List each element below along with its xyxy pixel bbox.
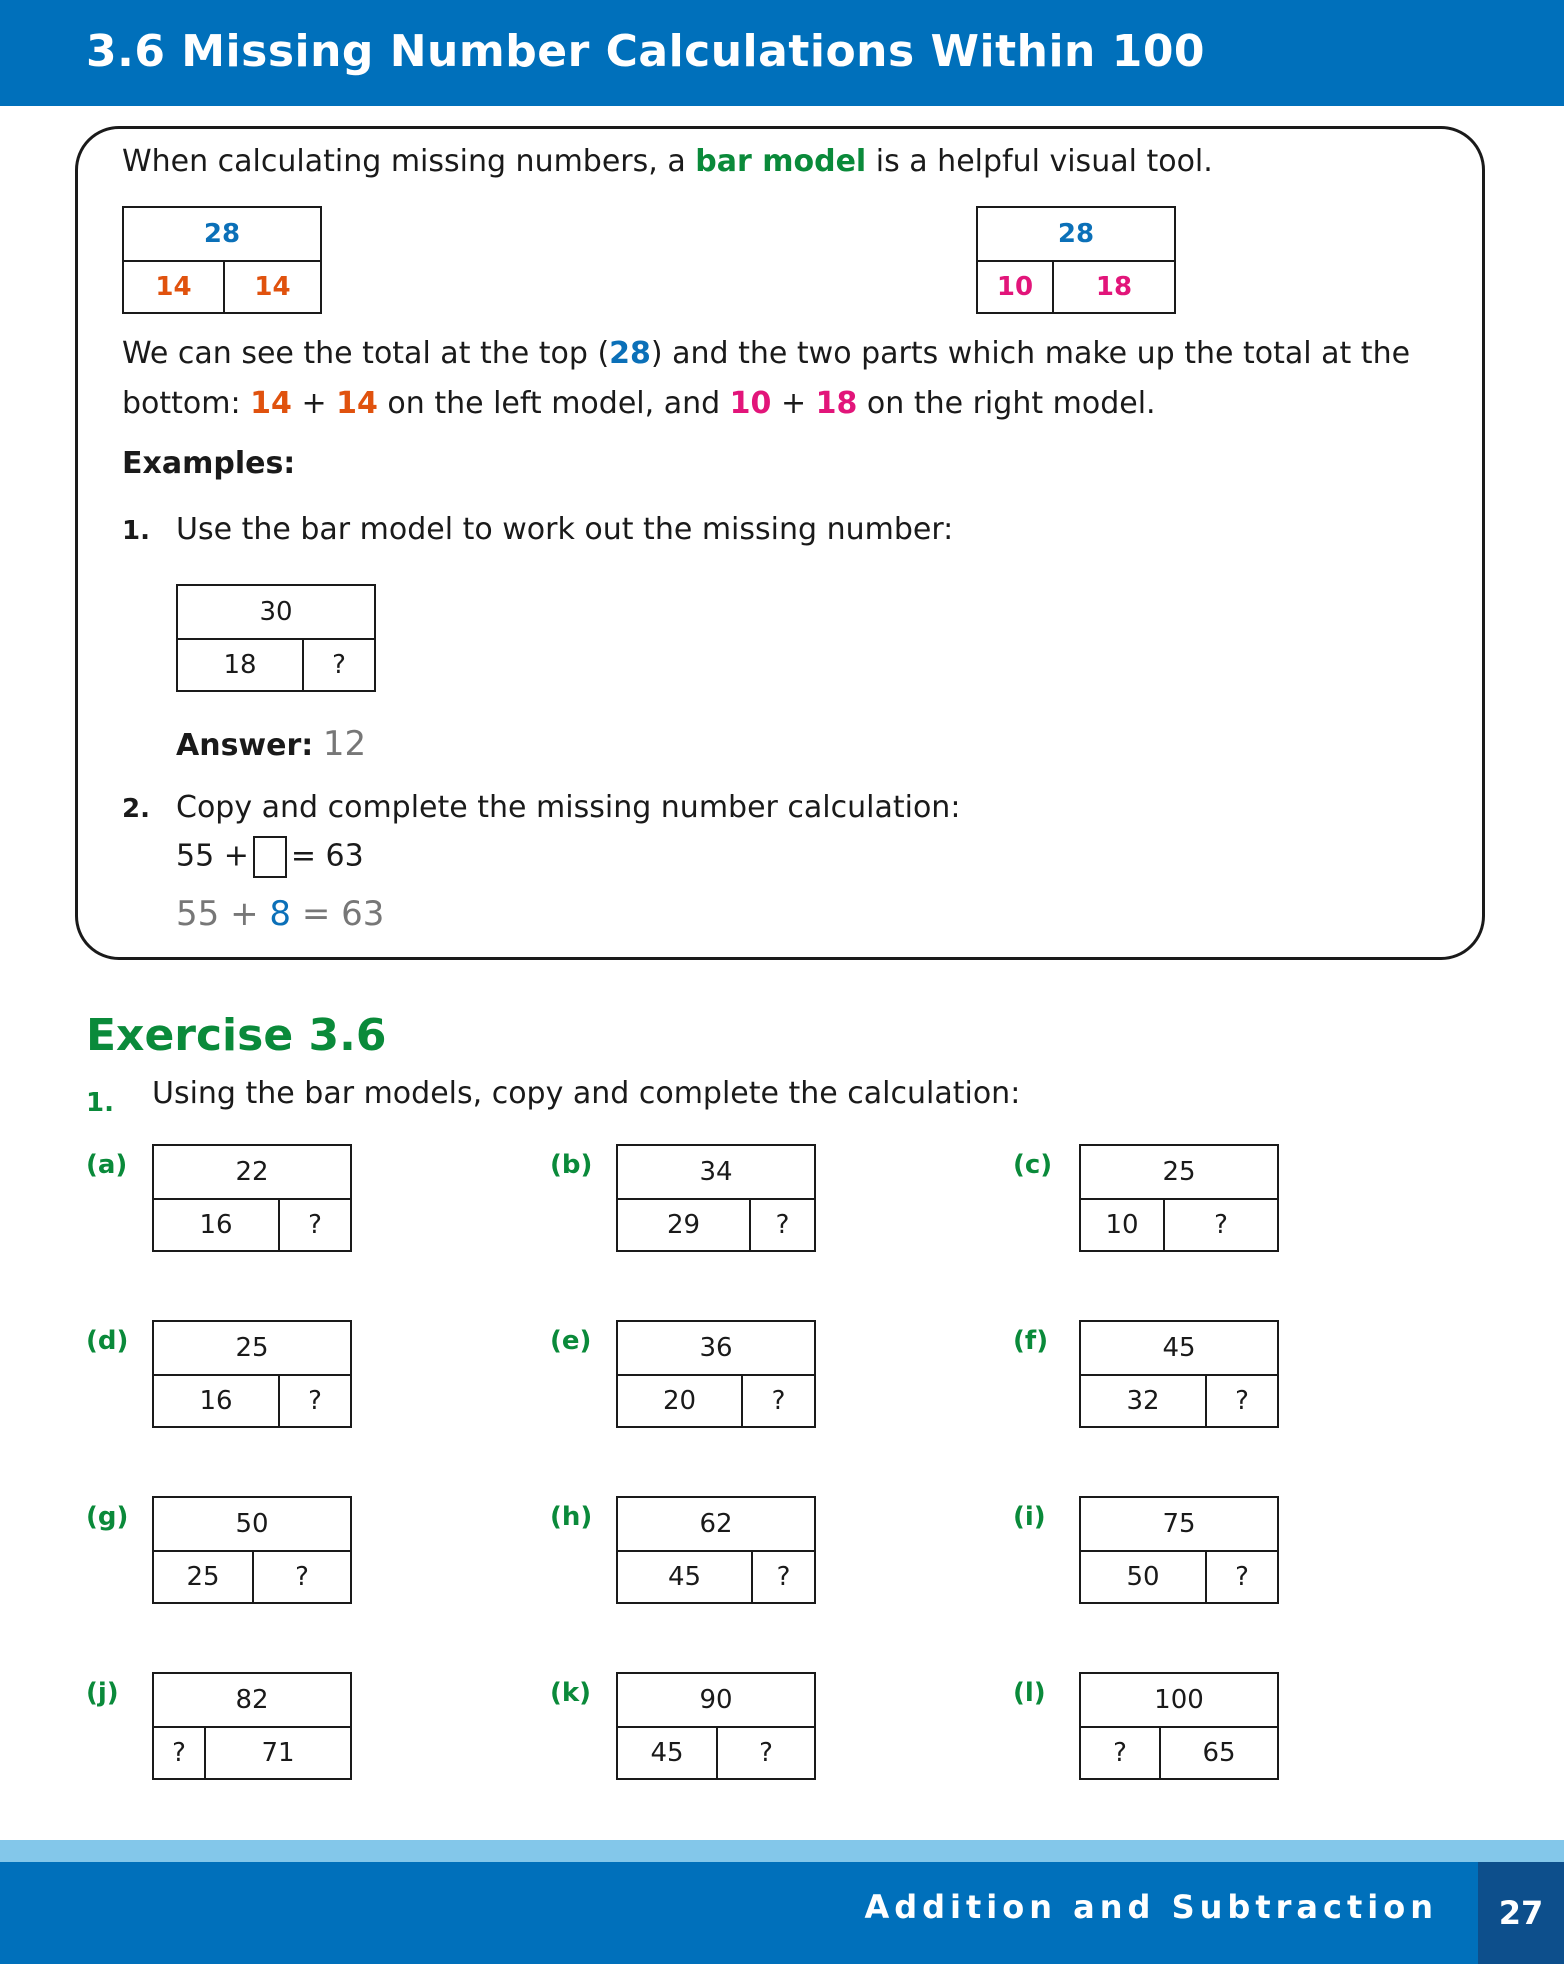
- bar-part-missing: ?: [1163, 1200, 1277, 1250]
- bar-part: 18: [1052, 262, 1174, 312]
- bar-part: 14: [155, 272, 192, 302]
- problem-text: 55 +: [176, 838, 249, 874]
- exercise-item-label: (j): [86, 1678, 119, 1708]
- explanation-line-2: [122, 386, 1156, 421]
- bar-total: 50: [154, 1498, 350, 1552]
- exercise-bar-model: [1079, 1320, 1279, 1428]
- exercise-bar-model: [1079, 1672, 1279, 1780]
- bar-total: 34: [618, 1146, 814, 1200]
- plus-sign: +: [771, 386, 816, 421]
- bar-part: 18: [223, 650, 257, 680]
- bar-part-missing: ?: [252, 1552, 350, 1602]
- exercise-bar-model: [1079, 1496, 1279, 1604]
- bar-part-missing: ?: [1205, 1552, 1277, 1602]
- exercise-item-label: (i): [1013, 1502, 1046, 1532]
- exercise-bar-model: [152, 1144, 352, 1252]
- bar-total: 36: [618, 1322, 814, 1376]
- bar-model-right: [976, 206, 1176, 314]
- bar-total: 25: [1081, 1146, 1277, 1200]
- bar-total: 75: [1081, 1498, 1277, 1552]
- exercise-item-label: (h): [550, 1502, 593, 1532]
- answer-label: Answer:: [176, 728, 314, 763]
- exercise-item-label: (l): [1013, 1678, 1046, 1708]
- bar-part-missing: ?: [751, 1552, 814, 1602]
- explanation-text: We can see the total at the top (: [122, 336, 610, 371]
- chapter-name: Addition and Subtraction: [864, 1888, 1438, 1926]
- bar-part-missing: ?: [1205, 1376, 1277, 1426]
- exercise-title: Exercise 3.6: [86, 1010, 387, 1061]
- exercise-item-label: (a): [86, 1150, 128, 1180]
- bar-part: 14: [223, 262, 320, 312]
- example-instruction: Use the bar model to work out the missing number:: [176, 512, 954, 547]
- bar-part-missing: ?: [278, 1376, 350, 1426]
- missing-number-solution: [176, 894, 384, 934]
- plus-sign: +: [291, 386, 337, 421]
- bar-part-missing: ?: [741, 1376, 814, 1426]
- explanation-text: ) and the two parts which make up the total at the: [650, 336, 1411, 371]
- bar-part: 71: [204, 1728, 350, 1778]
- exercise-bar-model: [152, 1672, 352, 1780]
- intro-text-before: When calculating missing numbers, a: [122, 144, 696, 179]
- bar-part-missing: ?: [172, 1738, 186, 1768]
- bar-part-missing: ?: [278, 1200, 350, 1250]
- explanation-part: 18: [815, 386, 858, 421]
- missing-number-problem: [176, 836, 364, 878]
- bar-part-missing: ?: [1113, 1738, 1127, 1768]
- page-footer: [0, 1862, 1564, 1964]
- bar-total: 30: [178, 586, 374, 640]
- bar-part: 10: [996, 272, 1034, 302]
- answer-value: 12: [322, 724, 367, 764]
- bar-total: 25: [154, 1322, 350, 1376]
- exercise-item-label: (d): [86, 1326, 129, 1356]
- exercise-bar-model: [1079, 1144, 1279, 1252]
- exercise-bar-model: [616, 1496, 816, 1604]
- page-header: [0, 0, 1564, 106]
- exercise-item-label: (b): [550, 1150, 593, 1180]
- bar-total: 62: [618, 1498, 814, 1552]
- examples-heading: Examples:: [122, 446, 296, 481]
- exercise-bar-model: [152, 1496, 352, 1604]
- example-bar-model: [176, 584, 376, 692]
- bar-part: 29: [666, 1210, 701, 1240]
- intro-text-after: is a helpful visual tool.: [866, 144, 1213, 179]
- question-number: 1.: [86, 1088, 114, 1118]
- bar-part: 25: [186, 1562, 220, 1592]
- bar-part: 45: [650, 1738, 684, 1768]
- bar-total: 28: [978, 208, 1174, 262]
- page-number: 27: [1478, 1862, 1564, 1964]
- bar-part-missing: ?: [302, 640, 374, 690]
- exercise-bar-model: [616, 1144, 816, 1252]
- bar-part: 65: [1159, 1728, 1277, 1778]
- explanation-text: bottom:: [122, 386, 251, 421]
- bar-total: 82: [154, 1674, 350, 1728]
- bar-part: 32: [1126, 1386, 1160, 1416]
- exercise-bar-model: [616, 1672, 816, 1780]
- exercise-bar-model: [616, 1320, 816, 1428]
- bar-total: 100: [1081, 1674, 1277, 1728]
- bar-part: 16: [199, 1386, 233, 1416]
- problem-text: = 63: [290, 838, 364, 874]
- solution-text: = 63: [291, 894, 385, 934]
- bar-part: 10: [1105, 1210, 1139, 1240]
- example-number: 2.: [122, 794, 150, 824]
- bar-part: 20: [662, 1386, 697, 1416]
- explanation-part: 14: [336, 386, 378, 421]
- question-instruction: Using the bar models, copy and complete the calculation:: [152, 1076, 1021, 1111]
- bar-total: 45: [1081, 1322, 1277, 1376]
- exercise-item-label: (c): [1013, 1150, 1053, 1180]
- explanation-part: 10: [729, 386, 772, 421]
- bar-total: 90: [618, 1674, 814, 1728]
- explanation-total: 28: [609, 336, 651, 371]
- bar-part-missing: ?: [716, 1728, 814, 1778]
- explanation-line-1: [122, 336, 1410, 371]
- exercise-item-label: (g): [86, 1502, 129, 1532]
- explanation-text: on the right model.: [857, 386, 1156, 421]
- missing-number-box: [253, 836, 287, 878]
- solution-missing-number: 8: [269, 894, 292, 934]
- bar-part: 16: [199, 1210, 233, 1240]
- example-instruction: Copy and complete the missing number calculation:: [176, 790, 961, 825]
- page-title: 3.6 Missing Number Calculations Within 100: [86, 26, 1206, 77]
- example-number: 1.: [122, 516, 150, 546]
- bar-model-term: bar model: [695, 144, 867, 179]
- bar-total: 22: [154, 1146, 350, 1200]
- bar-part-missing: ?: [749, 1200, 814, 1250]
- exercise-item-label: (f): [1013, 1326, 1049, 1356]
- example-answer: [176, 724, 366, 764]
- exercise-item-label: (e): [550, 1326, 592, 1356]
- solution-text: 55 +: [176, 894, 270, 934]
- bar-part: 50: [1126, 1562, 1160, 1592]
- exercise-item-label: (k): [550, 1678, 592, 1708]
- exercise-bar-model: [152, 1320, 352, 1428]
- footer-stripe: [0, 1840, 1564, 1862]
- bar-total: 28: [124, 208, 320, 262]
- explanation-text: on the left model, and: [377, 386, 730, 421]
- explanation-part: 14: [250, 386, 292, 421]
- intro-line: [122, 144, 1213, 179]
- bar-part: 45: [667, 1562, 702, 1592]
- bar-model-left: [122, 206, 322, 314]
